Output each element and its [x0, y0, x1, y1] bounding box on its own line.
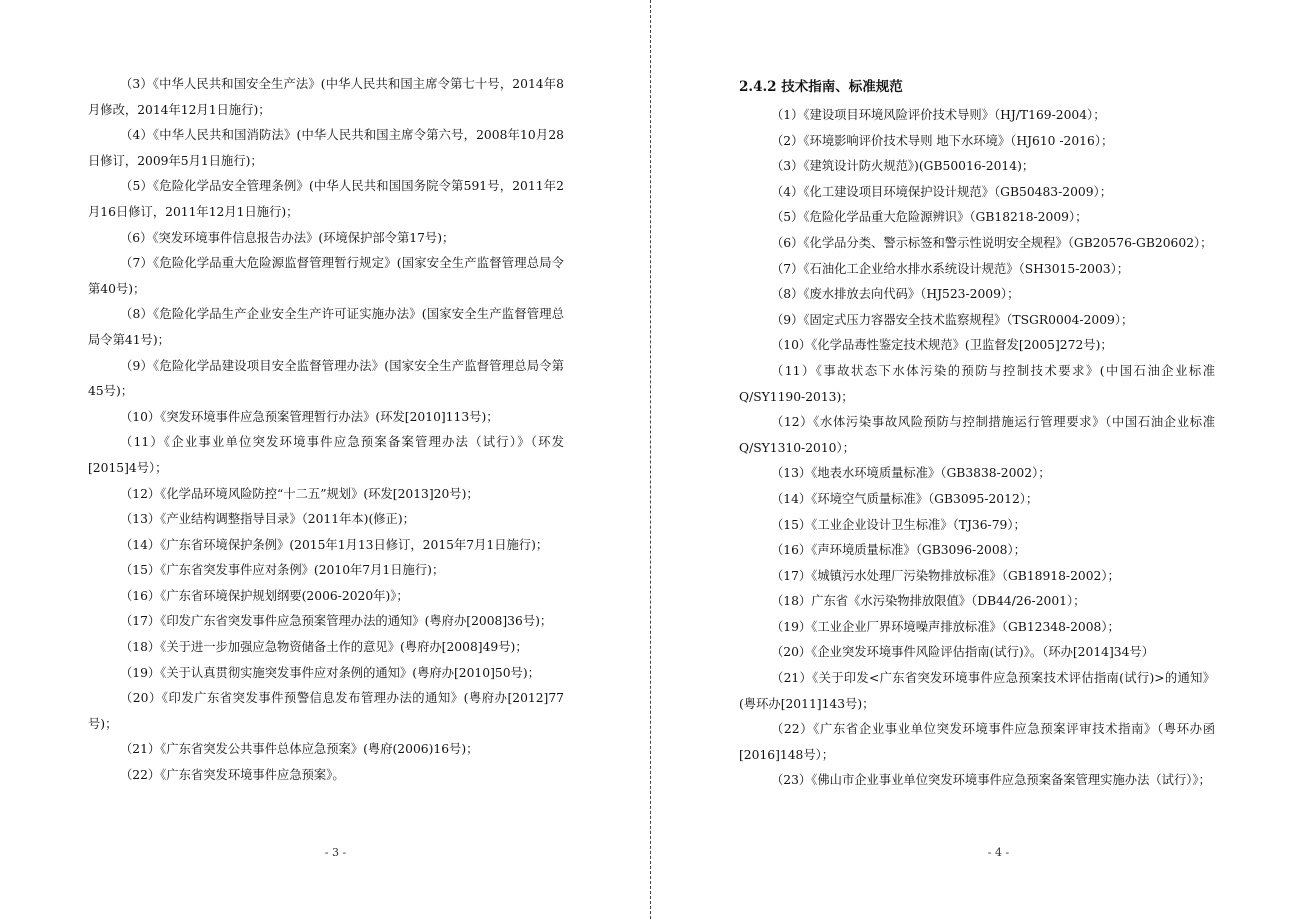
list-item: （9）《危险化学品建设项目安全监督管理办法》(国家安全生产监督管理总局令第45号)； — [88, 358, 564, 399]
list-item: （10）《化学品毒性鉴定技术规范》(卫监督发[2005]272号)； — [770, 338, 1113, 353]
list-item: （14）《环境空气质量标准》（GB3095-2012）； — [770, 491, 1039, 506]
list-item: （11）《事故状态下水体污染的预防与控制技术要求》(中国石油企业标准Q/SY1190-2013)； — [739, 363, 1215, 404]
list-item: （11）《企业事业单位突发环境事件应急预案备案管理办法（试行）》（环发[2015]4号）； — [88, 435, 564, 475]
list-item: （6）《化学品分类、警示标签和警示性说明安全规程》（GB20576-GB20602）； — [770, 235, 1213, 250]
list-item: （23）《佛山市企业事业单位突发环境事件应急预案备案管理实施办法（试行）》； — [770, 773, 1211, 788]
list-item: （5）《危险化学品安全管理条例》(中华人民共和国国务院令第591号，2011年2月16日修订，2011年12月1日施行)； — [88, 179, 564, 219]
list-item: （21）《关于印发<广东省突发环境事件应急预案技术评估指南(试行)>的通知》(粤环办[2011]143号)； — [739, 671, 1215, 711]
list-item: （19）《关于认真贯彻实施突发事件应对条例的通知》(粤府办[2010]50号)； — [119, 665, 540, 680]
right-page-content — [739, 72, 1215, 794]
list-item: （8）《危险化学品生产企业安全生产许可证实施办法》(国家安全生产监督管理总局令第41号)； — [88, 307, 564, 347]
section-heading: 2.4.2 技术指南、标准规范 — [739, 79, 903, 95]
list-item: （15）《工业企业设计卫生标准》（TJ36-79）； — [770, 517, 1026, 532]
list-item: （18）《关于进一步加强应急物资储备土作的意见》(粤府办[2008]49号)； — [119, 640, 528, 655]
list-item: （22）《广东省企业事业单位突发环境事件应急预案评审技术指南》（粤环办函[2016]148号）； — [739, 722, 1215, 762]
page-number: - 4 - — [987, 846, 1010, 859]
list-item: （14）《广东省环境保护条例》(2015年1月13日修订，2015年7月1日施行)； — [119, 537, 549, 552]
list-item: （12）《化学品环境风险防控“十二五”规划》(环发[2013]20号)； — [119, 486, 479, 501]
list-item: （21）《广东省突发公共事件总体应急预案》(粤府(2006)16号)； — [119, 742, 479, 757]
list-item: （5）《危险化学品重大危险源辨识》（GB18218-2009）； — [770, 210, 1088, 225]
list-item: （13）《地表水环境质量标准》（GB3838-2002）； — [770, 466, 1051, 481]
list-item: （19）《工业企业厂界环境噪声排放标准》（GB12348-2008）； — [770, 619, 1120, 634]
list-item: （3）《中华人民共和国安全生产法》(中华人民共和国主席令第七十号，2014年8月修改，2014年12月1日施行)； — [88, 77, 564, 117]
list-item: （17）《印发广东省突发事件应急预案管理办法的通知》(粤府办[2008]36号)； — [119, 614, 553, 629]
list-item: （3）《建筑设计防火规范》)(GB50016-2014)； — [770, 159, 1035, 174]
list-item: （22）《广东省突发环境事件应急预案》。 — [119, 768, 345, 783]
list-item: （12）《水体污染事故风险预防与控制措施运行管理要求》（中国石油企业标准Q/SY1310-2010）； — [739, 415, 1215, 455]
list-item: （13）《产业结构调整指导目录》（2011年本)(修正)； — [119, 512, 415, 527]
list-item: （4）《中华人民共和国消防法》(中华人民共和国主席令第六号，2008年10月28日修订，2009年5月1日施行)； — [88, 128, 564, 168]
left-page-content — [88, 72, 564, 789]
list-item: （16）《声环境质量标准》（GB3096-2008）； — [770, 543, 1026, 558]
list-item: （8）《废水排放去向代码》（HJ523-2009）； — [770, 287, 1020, 302]
list-item: （15）《广东省突发事件应对条例》(2010年7月1日施行)； — [119, 563, 445, 578]
right-page — [651, 0, 1302, 919]
list-item: （1）《建设项目环境风险评价技术导则》（HJ/T169-2004）； — [770, 108, 1106, 122]
list-item: （16）《广东省环境保护规划纲要(2006-2020年)》； — [119, 588, 409, 603]
list-item: （2）《环境影响评价技术导则 地下水环境》（HJ610 -2016）； — [770, 133, 1114, 148]
list-item: （9）《固定式压力容器安全技术监察规程》（TSGR0004-2009）； — [770, 312, 1134, 327]
list-item: （17）《城镇污水处理厂污染物排放标准》（GB18918-2002）； — [770, 568, 1120, 583]
list-item: （7）《石油化工企业给水排水系统设计规范》（SH3015-2003）； — [770, 261, 1130, 276]
list-item: （10）《突发环境事件应急预案管理暂行办法》(环发[2010]113号)； — [119, 409, 499, 424]
list-item: （7）《危险化学品重大危险源监督管理暂行规定》(国家安全生产监督管理总局令第40号)； — [88, 256, 564, 296]
list-item: （18）广东省《水污染物排放限值》（DB44/26-2001）； — [770, 594, 1086, 609]
list-item: （20）《印发广东省突发事件预警信息发布管理办法的通知》(粤府办[2012]77号)； — [88, 691, 564, 731]
list-item: （6）《突发环境事件信息报告办法》(环境保护部令第17号)； — [119, 230, 455, 245]
list-item: （4）《化工建设项目环境保护设计规范》（GB50483-2009）； — [770, 184, 1113, 199]
page-number: - 3 - — [324, 846, 347, 859]
list-item: （20）《企业突发环境事件风险评估指南(试行)》。（环办[2014]34号） — [770, 645, 1155, 660]
